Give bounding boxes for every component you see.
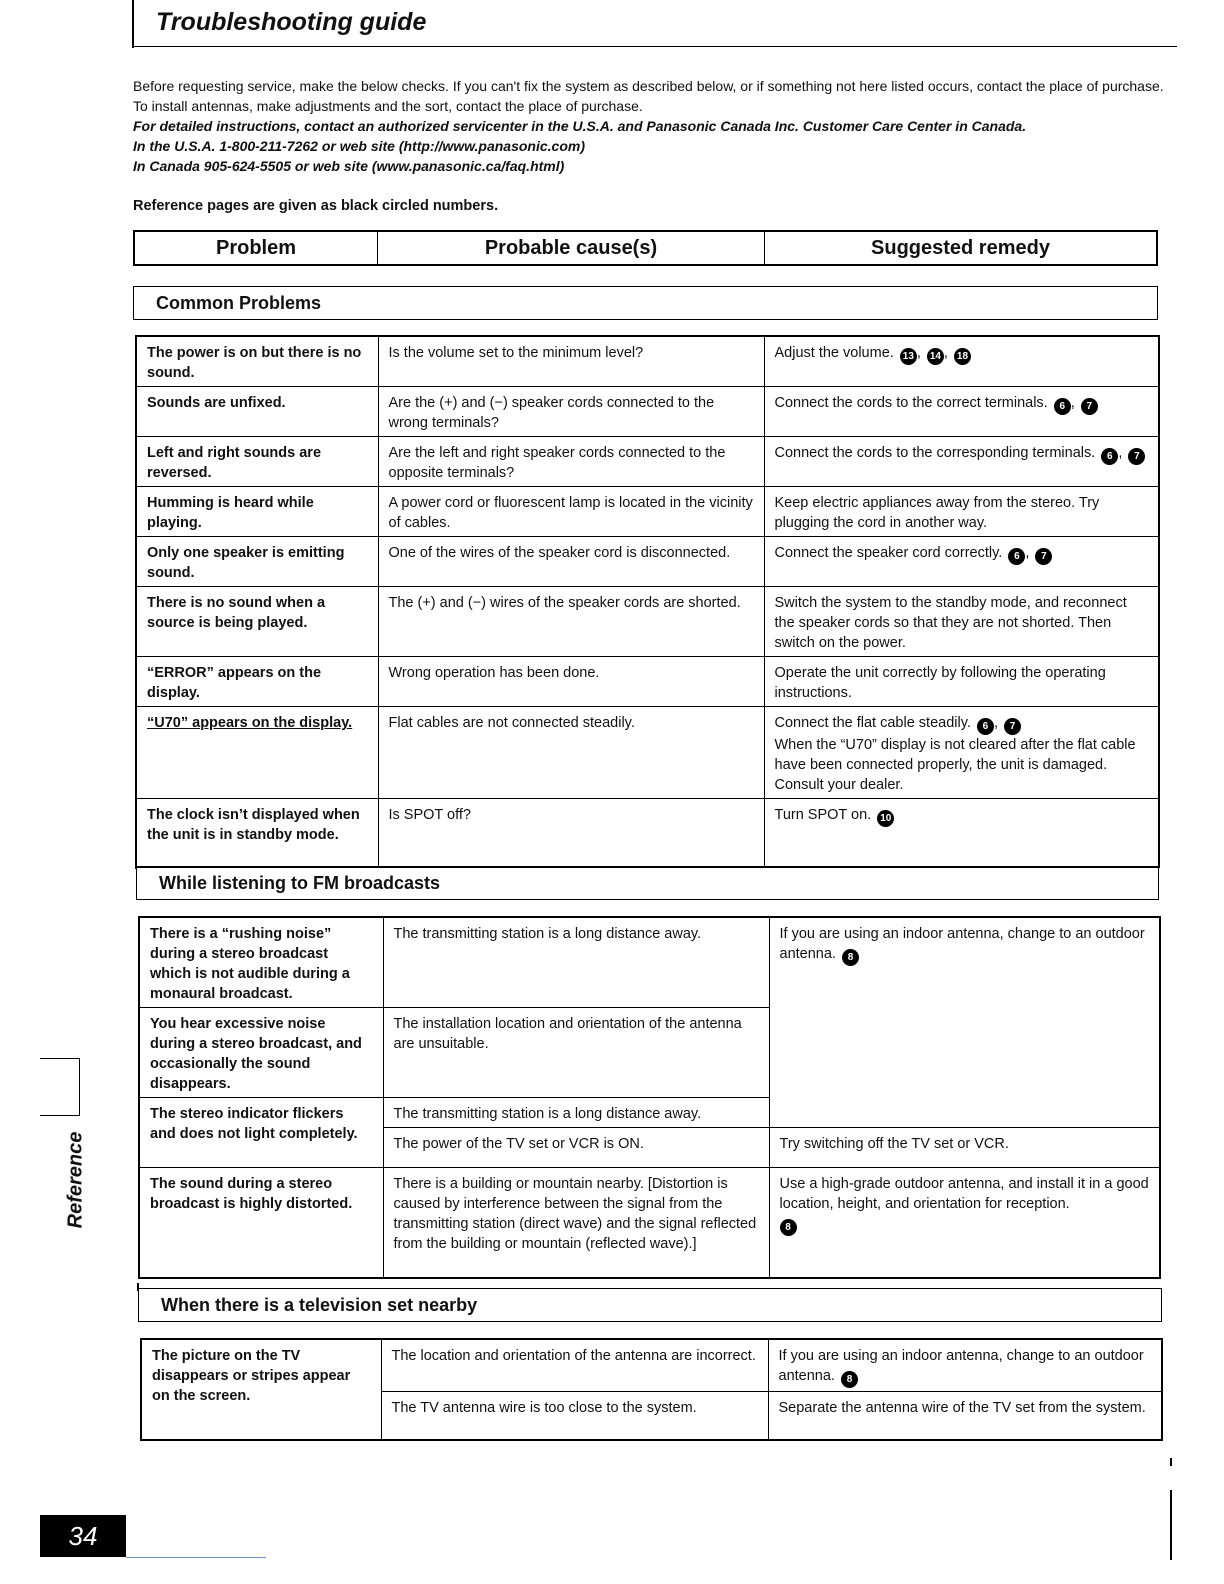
cause-cell: Is SPOT off? bbox=[378, 799, 764, 867]
problem-cell: The clock isn’t displayed when the unit is in standby mode. bbox=[136, 799, 378, 867]
margin-mark bbox=[1170, 1490, 1172, 1560]
header-problem: Problem bbox=[215, 236, 297, 259]
cause-cell: The installation location and orientation of the antenna are unsuitable. bbox=[383, 1008, 769, 1098]
remedy-text: Turn SPOT on. bbox=[774, 807, 872, 823]
remedy-text: Use a high-grade outdoor antenna, and install it in a good location, height, and orientation for reception. bbox=[779, 1176, 1149, 1212]
cause-cell: The transmitting station is a long distance away. bbox=[383, 1098, 769, 1128]
problem-cell: The power is on but there is no sound. bbox=[136, 336, 378, 387]
problem-cell: Sounds are unfixed. bbox=[136, 387, 378, 437]
remedy-cell bbox=[764, 336, 1159, 387]
remedy-text: Operate the unit correctly by following the operating instructions. bbox=[774, 665, 1106, 701]
section-common-problems bbox=[133, 286, 1158, 320]
table-row bbox=[141, 1339, 1162, 1392]
page-ref-icon: 7 bbox=[1035, 548, 1052, 565]
cause-cell: A power cord or fluorescent lamp is located in the vicinity of cables. bbox=[378, 487, 764, 537]
page-refs: 6 , 7 bbox=[1099, 445, 1145, 461]
page-refs: 6 , 7 bbox=[1052, 395, 1098, 411]
page-ref-icon: 7 bbox=[1081, 398, 1098, 415]
remedy-cell bbox=[764, 537, 1159, 587]
remedy-cell bbox=[764, 437, 1159, 487]
page-refs: 6 , 7 bbox=[1006, 545, 1052, 561]
intro-text bbox=[133, 76, 1173, 176]
fm-table bbox=[138, 916, 1161, 1279]
remedy-text: Adjust the volume. bbox=[774, 345, 894, 361]
section-tick bbox=[137, 1283, 139, 1291]
remedy-cell bbox=[764, 487, 1159, 537]
page-ref-icon: 8 bbox=[780, 1219, 797, 1236]
section-title: Common Problems bbox=[156, 292, 322, 313]
problem-cell: Left and right sounds are reversed. bbox=[136, 437, 378, 487]
page-number: 34 bbox=[40, 1515, 126, 1557]
remedy-cell bbox=[769, 1168, 1160, 1278]
page-ref-icon: 8 bbox=[841, 1371, 858, 1388]
table-row bbox=[136, 657, 1159, 707]
remedy-cell bbox=[764, 387, 1159, 437]
section-tv-nearby bbox=[138, 1288, 1162, 1322]
common-problems-table bbox=[135, 335, 1160, 868]
cause-cell: The TV antenna wire is too close to the system. bbox=[381, 1392, 768, 1440]
section-title: While listening to FM broadcasts bbox=[159, 872, 441, 893]
remedy-cell bbox=[769, 917, 1160, 1128]
cause-cell: Wrong operation has been done. bbox=[378, 657, 764, 707]
problem-cell: The picture on the TV disappears or stripes appear on the screen. bbox=[141, 1339, 381, 1440]
table-row bbox=[136, 387, 1159, 437]
header-cause: Probable cause(s) bbox=[377, 232, 764, 264]
problem-cell: The sound during a stereo broadcast is highly distorted. bbox=[139, 1168, 383, 1278]
intro-line-1: Before requesting service, make the below checks. If you can't fix the system as described below, or if something not here listed occurs, contact the place of purchase. To install antennas, make adjustments and the sort, contact the place of purchase. bbox=[133, 78, 1164, 114]
problem-cell: “ERROR” appears on the display. bbox=[136, 657, 378, 707]
cause-cell: Is the volume set to the minimum level? bbox=[378, 336, 764, 387]
intro-line-3: In the U.S.A. 1-800-211-7262 or web site (http://www.panasonic.com) bbox=[133, 138, 585, 154]
problem-cell: “U70” appears on the display. bbox=[136, 707, 378, 799]
remedy-text: Connect the cords to the corresponding terminals. bbox=[774, 445, 1096, 461]
intro-line-2: For detailed instructions, contact an authorized servicenter in the U.S.A. and Panasonic Canada Inc. Customer Care Center in Canada. bbox=[133, 118, 1027, 134]
page-refs bbox=[875, 807, 894, 823]
remedy-text: Connect the flat cable steadily. bbox=[774, 715, 971, 731]
table-row bbox=[139, 917, 1160, 1008]
problem-cell: There is no sound when a source is being played. bbox=[136, 587, 378, 657]
remedy-cell bbox=[768, 1339, 1162, 1392]
column-header bbox=[133, 230, 1158, 266]
margin-mark bbox=[1170, 1458, 1172, 1466]
table-row bbox=[136, 487, 1159, 537]
title-rule-horizontal bbox=[132, 46, 1177, 47]
table-row bbox=[136, 707, 1159, 799]
remedy-text: Connect the speaker cord correctly. bbox=[774, 545, 1003, 561]
side-section-label: Reference bbox=[64, 1131, 87, 1229]
remedy-text: Switch the system to the standby mode, and reconnect the speaker cords so that they are not shorted. Then switch on the power. bbox=[774, 595, 1127, 651]
page-ref-icon: 7 bbox=[1128, 448, 1145, 465]
header-remedy: Suggested remedy bbox=[764, 232, 1156, 264]
section-fm-broadcasts bbox=[136, 866, 1159, 900]
page-ref-icon: 14 bbox=[927, 348, 944, 365]
reference-note: Reference pages are given as black circled numbers. bbox=[133, 198, 499, 214]
cause-cell: The location and orientation of the antenna are incorrect. bbox=[381, 1339, 768, 1392]
tv-table bbox=[140, 1338, 1163, 1441]
problem-cell: The stereo indicator flickers and does not light completely. bbox=[139, 1098, 383, 1168]
page-ref-icon: 6 bbox=[1054, 398, 1071, 415]
table-row bbox=[136, 799, 1159, 867]
remedy-text: If you are using an indoor antenna, change to an outdoor antenna. bbox=[779, 926, 1145, 962]
remedy-cell bbox=[764, 657, 1159, 707]
problem-cell: Only one speaker is emitting sound. bbox=[136, 537, 378, 587]
remedy-text: If you are using an indoor antenna, change to an outdoor antenna. bbox=[778, 1348, 1144, 1384]
remedy-cell bbox=[764, 587, 1159, 657]
page-title: Troubleshooting guide bbox=[156, 8, 427, 36]
side-tab-marker bbox=[40, 1058, 80, 1116]
page-ref-icon: 10 bbox=[877, 810, 894, 827]
page-ref-icon: 7 bbox=[1004, 718, 1021, 735]
page-refs: 6 , 7 bbox=[975, 715, 1021, 731]
section-tick bbox=[135, 861, 137, 869]
page-number-rule bbox=[126, 1557, 266, 1558]
cause-cell: Flat cables are not connected steadily. bbox=[378, 707, 764, 799]
remedy-text: Keep electric appliances away from the stereo. Try plugging the cord in another way. bbox=[774, 495, 1100, 531]
page-ref-icon: 13 bbox=[900, 348, 917, 365]
section-title: When there is a television set nearby bbox=[161, 1294, 478, 1315]
remedy-cell bbox=[764, 799, 1159, 867]
table-row bbox=[136, 437, 1159, 487]
page-ref-icon: 6 bbox=[1008, 548, 1025, 565]
table-row bbox=[136, 336, 1159, 387]
problem-cell: Humming is heard while playing. bbox=[136, 487, 378, 537]
cause-cell: The power of the TV set or VCR is ON. bbox=[383, 1128, 769, 1168]
page-ref-icon: 6 bbox=[1101, 448, 1118, 465]
page-refs: 13 , 14 , 18 bbox=[898, 345, 971, 361]
remedy-extra-text: When the “U70” display is not cleared after the flat cable have been connected properly, the unit is damaged. Consult your dealer. bbox=[774, 737, 1136, 793]
cause-cell: The transmitting station is a long distance away. bbox=[383, 917, 769, 1008]
remedy-text: Connect the cords to the correct terminals. bbox=[774, 395, 1048, 411]
cause-cell: The (+) and (−) wires of the speaker cords are shorted. bbox=[378, 587, 764, 657]
table-row bbox=[136, 537, 1159, 587]
page-ref-icon: 6 bbox=[977, 718, 994, 735]
page-ref-icon: 8 bbox=[842, 949, 859, 966]
cause-cell: One of the wires of the speaker cord is disconnected. bbox=[378, 537, 764, 587]
table-row bbox=[139, 1168, 1160, 1278]
cause-cell: Are the left and right speaker cords connected to the opposite terminals? bbox=[378, 437, 764, 487]
table-row bbox=[136, 587, 1159, 657]
remedy-cell bbox=[764, 707, 1159, 799]
problem-cell: There is a “rushing noise” during a stereo broadcast which is not audible during a monaural broadcast. bbox=[139, 917, 383, 1008]
intro-line-4: In Canada 905-624-5505 or web site (www.panasonic.ca/faq.html) bbox=[133, 158, 565, 174]
cause-cell: There is a building or mountain nearby. [Distortion is caused by interference between the signal from the transmitting station (direct wave) and the signal reflected from the building or mountain (reflected wave).] bbox=[383, 1168, 769, 1278]
remedy-cell: Separate the antenna wire of the TV set from the system. bbox=[768, 1392, 1162, 1440]
cause-cell: Are the (+) and (−) speaker cords connected to the wrong terminals? bbox=[378, 387, 764, 437]
title-rule-vertical bbox=[132, 0, 134, 48]
page-ref-icon: 18 bbox=[954, 348, 971, 365]
problem-cell: You hear excessive noise during a stereo broadcast, and occasionally the sound disappears. bbox=[139, 1008, 383, 1098]
remedy-cell: Try switching off the TV set or VCR. bbox=[769, 1128, 1160, 1168]
